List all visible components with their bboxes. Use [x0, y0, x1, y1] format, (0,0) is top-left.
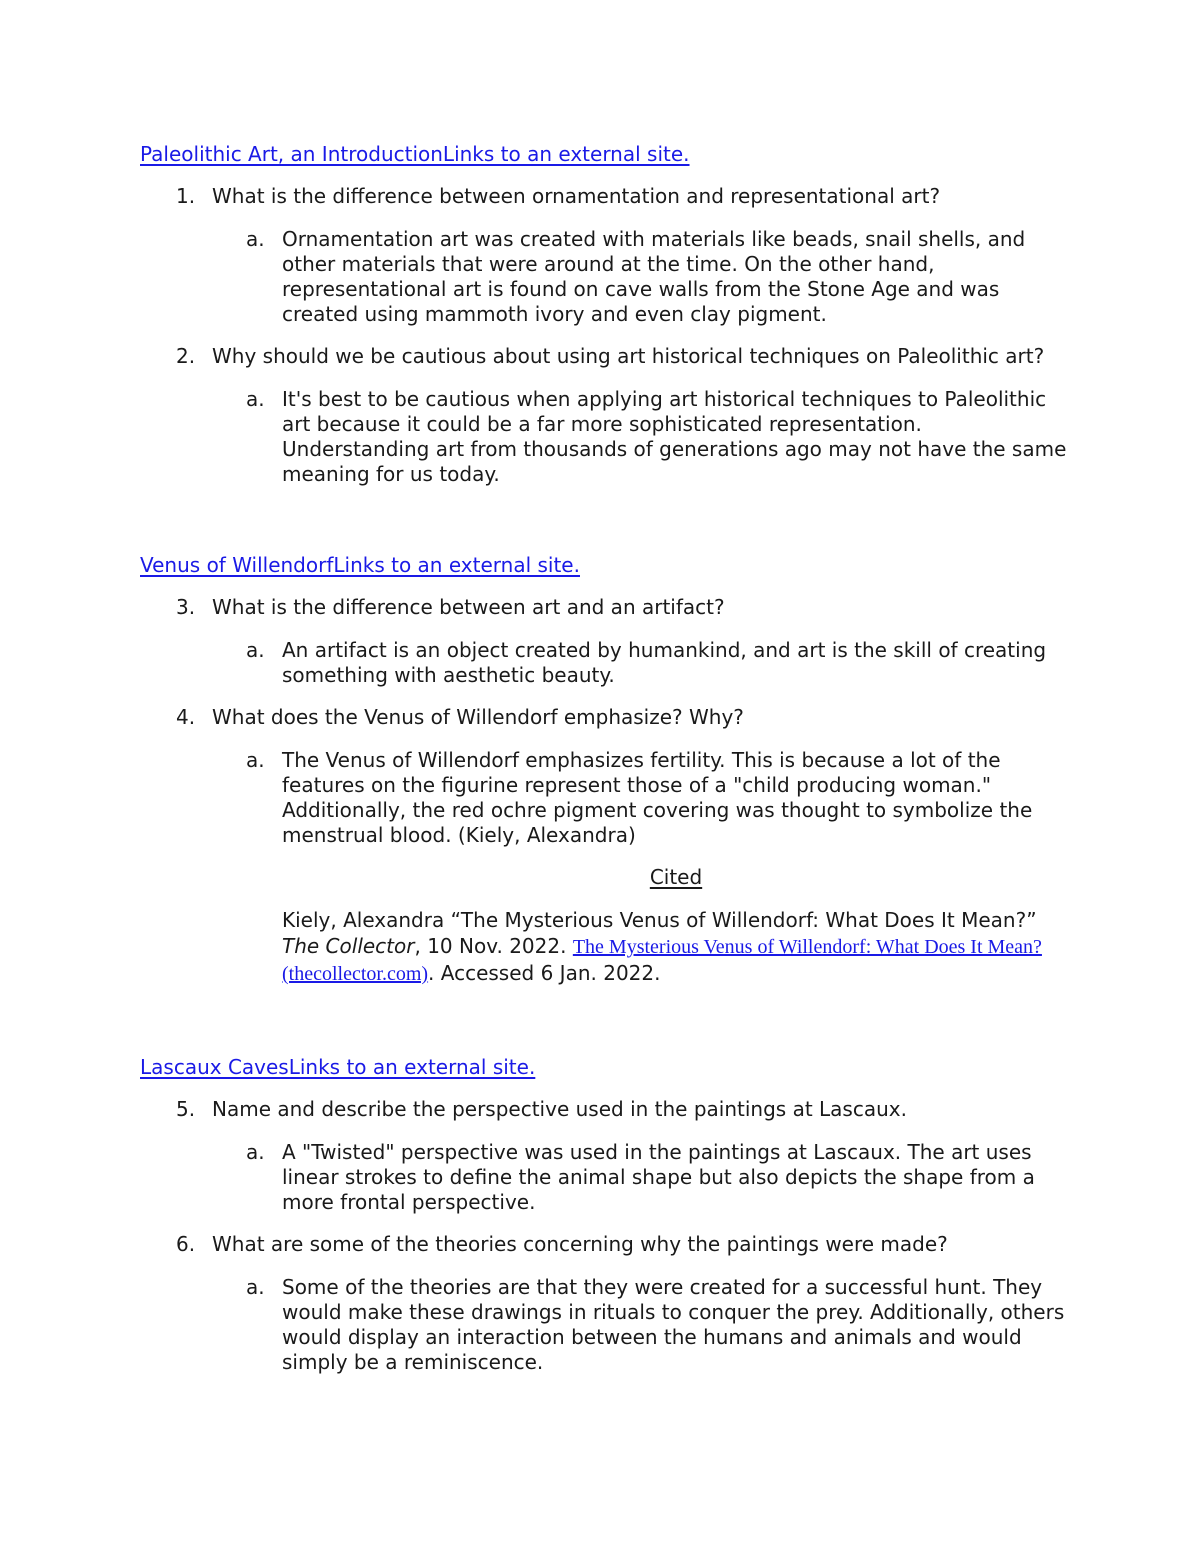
question-text: Name and describe the perspective used in the paintings at Lascaux.: [212, 1097, 907, 1121]
cited-heading: Cited: [649, 865, 703, 889]
section-lascaux-caves: [140, 1055, 1070, 1375]
question-5: [140, 1097, 1070, 1122]
answer-text: An artifact is an object created by humankind, and art is the skill of creating something with aesthetic beauty.: [282, 638, 1047, 687]
document-page: [140, 142, 1070, 1375]
lascaux-caves-link[interactable]: Lascaux CavesLinks to an external site.: [140, 1055, 536, 1079]
question-2: [140, 344, 1070, 369]
citation: [140, 907, 1070, 987]
question-number: 5.: [176, 1097, 196, 1121]
answer-text: It's best to be cautious when applying art historical techniques to Paleolithic art because it could be a far more sophisticated representation. Understanding art from thousands of generations ago may not have the same meaning for us today.: [282, 387, 1067, 486]
answer-letter: a.: [246, 748, 265, 772]
paleolithic-art-link[interactable]: Paleolithic Art, an IntroductionLinks to an external site.: [140, 142, 690, 166]
question-3: [140, 595, 1070, 620]
question-text: What are some of the theories concerning why the paintings were made?: [212, 1232, 948, 1256]
answer-3a: [140, 638, 1070, 688]
answer-letter: a.: [246, 638, 265, 662]
citation-prefix: Kiely, Alexandra “The Mysterious Venus of Willendorf: What Does It Mean?”: [282, 908, 1037, 932]
question-text: What does the Venus of Willendorf emphasize? Why?: [212, 705, 744, 729]
answer-letter: a.: [246, 1275, 265, 1299]
answer-text: Ornamentation art was created with materials like beads, snail shells, and other materials that were around at the time. On the other hand, representational art is found on cave walls from the Stone Age and was created using mammoth ivory and even clay pigment.: [282, 227, 1026, 326]
answer-1a: [140, 227, 1070, 327]
question-text: Why should we be cautious about using art historical techniques on Paleolithic art?: [212, 344, 1045, 368]
answer-letter: a.: [246, 1140, 265, 1164]
venus-of-willendorf-link[interactable]: Venus of WillendorfLinks to an external site.: [140, 553, 580, 577]
answer-4a: [140, 748, 1070, 848]
question-number: 4.: [176, 705, 196, 729]
answer-letter: a.: [246, 387, 265, 411]
question-1: [140, 184, 1070, 209]
answer-6a: [140, 1275, 1070, 1375]
answer-letter: a.: [246, 227, 265, 251]
question-text: What is the difference between ornamentation and representational art?: [212, 184, 941, 208]
question-4: [140, 705, 1070, 730]
answer-text: The Venus of Willendorf emphasizes fertility. This is because a lot of the features on the figurine represent those of a "child producing woman." Additionally, the red ochre pigment covering was thought to symbolize the menstrual blood. (Kiely, Alexandra): [282, 748, 1033, 847]
citation-journal: The Collector: [282, 934, 415, 958]
question-number: 1.: [176, 184, 196, 208]
question-number: 3.: [176, 595, 196, 619]
question-number: 2.: [176, 344, 196, 368]
answer-5a: [140, 1140, 1070, 1215]
section-paleolithic-art: [140, 142, 1070, 487]
citation-date: , 10 Nov. 2022.: [414, 934, 573, 958]
citation-link[interactable]: The Mysterious Venus of Willendorf: What Does It Mean? (thecollector.com): [282, 936, 1042, 985]
question-text: What is the difference between art and an artifact?: [212, 595, 725, 619]
answer-text: Some of the theories are that they were created for a successful hunt. They would make these drawings in rituals to conquer the prey. Additionally, others would display an interaction between the humans and animals and would simply be a reminiscence.: [282, 1275, 1065, 1374]
question-number: 6.: [176, 1232, 196, 1256]
answer-2a: [140, 387, 1070, 487]
section-venus-of-willendorf: [140, 553, 1070, 987]
question-6: [140, 1232, 1070, 1257]
answer-text: A "Twisted" perspective was used in the paintings at Lascaux. The art uses linear strokes to define the animal shape but also depicts the shape from a more frontal perspective.: [282, 1140, 1035, 1214]
citation-suffix: . Accessed 6 Jan. 2022.: [428, 961, 661, 985]
